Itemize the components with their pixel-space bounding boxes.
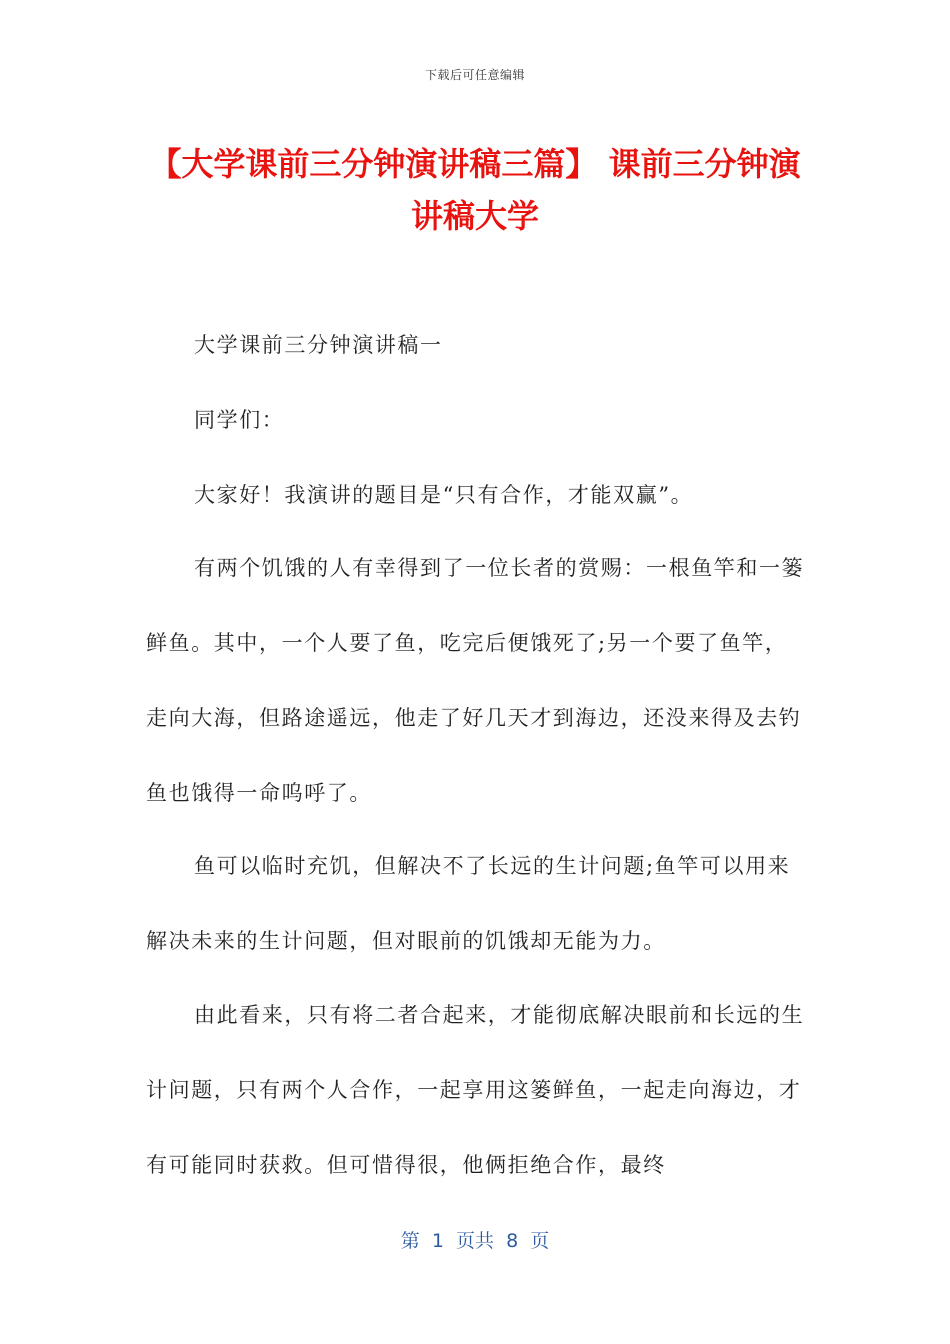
paragraph-conclusion: 由此看来，只有将二者合起来，才能彻底解决眼前和长远的生计问题，只有两个人合作，一起享用这篓鲜鱼，一起走向海边，才有可能同时获救。但可惜得很，他俩拒绝合作，最终 <box>146 1003 805 1177</box>
paragraph-speech-heading: 大学课前三分钟演讲稿一 <box>194 333 443 357</box>
document-title: 【大学课前三分钟演讲稿三篇】 课前三分钟演讲稿大学 <box>149 145 801 235</box>
paragraph-story: 有两个饥饿的人有幸得到了一位长者的赏赐：一根鱼竿和一篓鲜鱼。其中，一个人要了鱼，吃完后便饿死了;另一个要了鱼竿，走向大海，但路途遥远，他走了好几天才到海边，还没来得及去钓鱼也饿得一命呜呼了。 <box>146 556 805 805</box>
paragraph-greeting: 同学们： <box>194 408 285 432</box>
page-indicator: 第 1 页共 8 页 <box>400 1230 550 1252</box>
paragraph-analysis: 鱼可以临时充饥，但解决不了长远的生计问题;鱼竿可以用来解决未来的生计问题，但对眼前的饥饿却无能为力。 <box>146 854 791 953</box>
header-note: 下载后可任意编辑 <box>424 68 525 82</box>
paragraph-opening: 大家好！我演讲的题目是“只有合作，才能双赢”。 <box>194 483 694 507</box>
